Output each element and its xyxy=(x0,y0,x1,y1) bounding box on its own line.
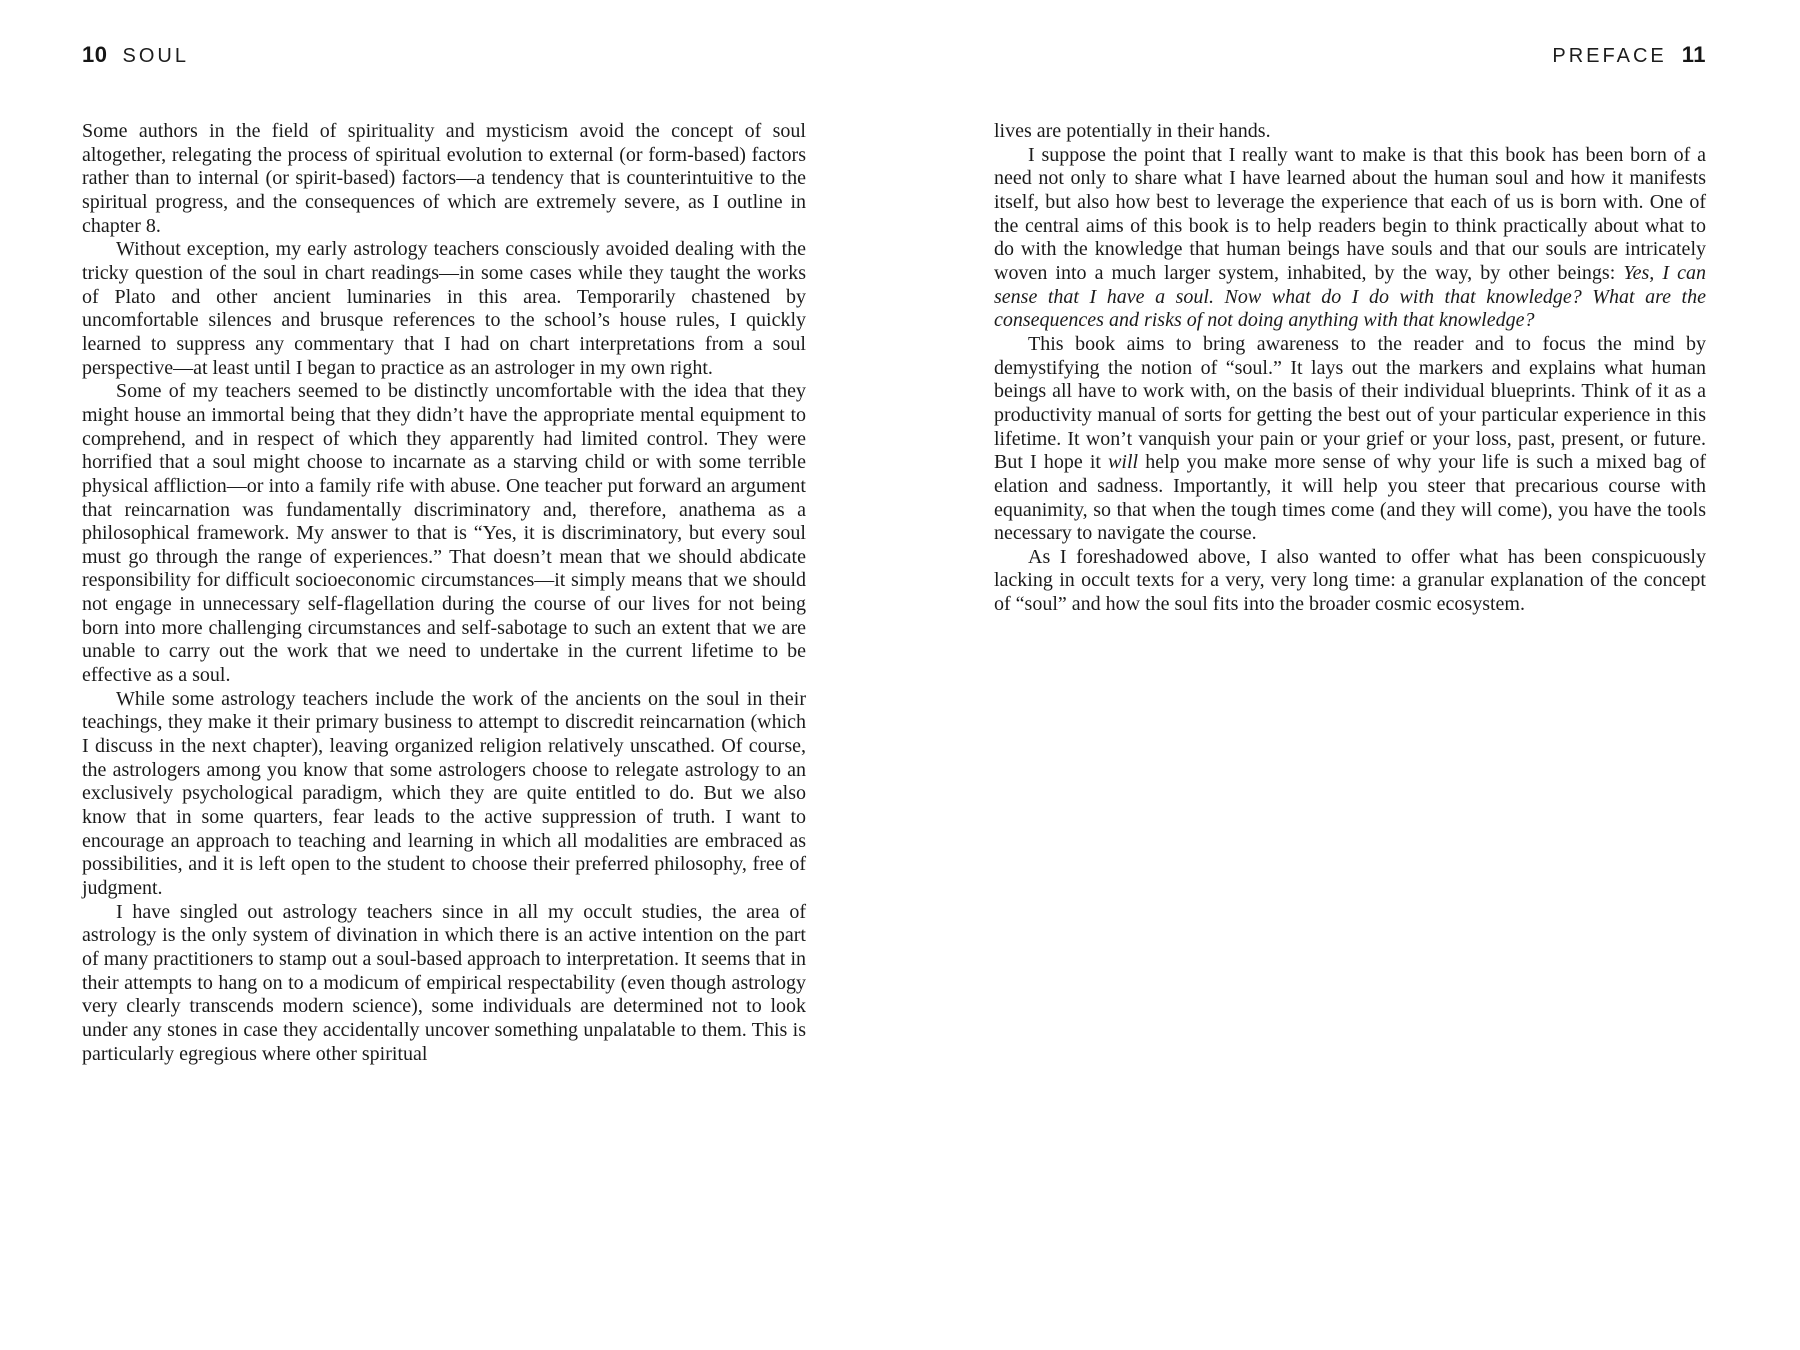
paragraph xyxy=(82,238,806,380)
right-running-title: PREFACE xyxy=(1552,45,1667,67)
right-page-text-block xyxy=(994,120,1706,617)
paragraph xyxy=(82,380,806,688)
paragraph xyxy=(82,120,806,238)
left-page-text-block xyxy=(82,120,806,1066)
paragraph xyxy=(994,144,1706,333)
text-run: As I foreshadowed above, I also wanted to offer what has been conspicuously lacking in occult texts for a very, very long time: a granular explanation of the concept of “soul” and how the soul fits into the broader cosmic ecosystem. xyxy=(994,545,1706,616)
text-run: Some authors in the field of spirituality and mysticism avoid the concept of soul altogether, relegating the process of spiritual evolution to external (or form-based) factors rather than to internal (or spirit-based) factors—a tendency that is counterintuitive to the spiritual progress, and the consequences of which are extremely severe, as I outline in chapter 8. xyxy=(82,120,806,237)
left-running-title: SOUL xyxy=(122,45,189,67)
paragraph xyxy=(994,546,1706,617)
paragraph xyxy=(994,333,1706,546)
italic-text-run: Yes, I can sense that I have a soul. Now what do I do with that knowledge? What are the consequences and risks of not doing anything with that knowledge? xyxy=(994,261,1707,332)
text-run: help you make more sense of why your life is such a mixed bag of elation and sadness. Importantly, it will help you steer that precarious course with equanimity, so that when the tough times come (and they will come), you have the tools necessary to navigate the course. xyxy=(994,451,1707,545)
paragraph xyxy=(994,120,1706,144)
paragraph xyxy=(82,688,806,901)
left-page xyxy=(82,0,806,1350)
paragraph xyxy=(82,901,806,1067)
italic-text-run: will xyxy=(1108,451,1139,474)
left-page-number: 10 xyxy=(82,42,108,67)
text-run: lives are potentially in their hands. xyxy=(994,120,1271,142)
text-run: I have singled out astrology teachers since in all my occult studies, the area of astrology is the only system of divination in which there is an active intention on the part of many practitioners to stamp out a soul-based approach to interpretation. It seems that in their attempts to hang on to a modicum of empirical respectability (even though astrology very clearly transcends modern science), some individuals are determined not to look under any stones in case they accidentally uncover something unpalatable to them. This is particularly egregious where other spiritual xyxy=(82,900,806,1065)
right-page xyxy=(994,0,1706,1350)
text-run: While some astrology teachers include the work of the ancients on the soul in their teachings, they make it their primary business to attempt to discredit reincarnation (which I discuss in the next chapter), leaving organized religion relatively unscathed. Of course, the astrologers among you know that some astrologers choose to relegate astrology to an exclusively psychological paradigm, which they are quite entitled to do. But we also know that in some quarters, fear leads to the active suppression of truth. I want to encourage an approach to teaching and learning in which all modalities are embraced as possibilities, and it is left open to the student to choose their preferred philosophy, free of judgment. xyxy=(82,687,806,899)
text-run: Without exception, my early astrology teachers consciously avoided dealing with the tricky question of the soul in chart readings—in some cases while they taught the works of Plato and other ancient luminaries in this area. Temporarily chastened by uncomfortable silences and brusque references to the school’s house rules, I quickly learned to suppress any commentary that I had on chart interpretations from a soul perspective—at least until I began to practice as an astrologer in my own right. xyxy=(82,238,806,379)
text-run: I suppose the point that I really want to make is that this book has been born of a need not only to share what I have learned about the human soul and how it manifests itself, but also how best to leverage the experience that each of us is born with. One of the central aims of this book is to help readers begin to think practically about what to do with the knowledge that human beings have souls and that our souls are intricately woven into a much larger system, inhabited, by the way, by other beings: xyxy=(994,143,1706,284)
right-page-header xyxy=(994,42,1706,68)
text-run: Some of my teachers seemed to be distinctly uncomfortable with the idea that they might house an immortal being that they didn’t have the appropriate mental equipment to comprehend, and in respect of which they apparently had limited control. They were horrified that a soul might choose to incarnate as a starving child or with some terrible physical affliction—or into a family rife with abuse. One teacher put forward an argument that reincarnation was fundamentally discriminatory and, therefore, anathema as a philosophical framework. My answer to that is “Yes, it is discriminatory, but every soul must go through the range of experiences.” That doesn’t mean that we should abdicate responsibility for difficult socioeconomic circumstances—it simply means that we should not engage in unnecessary self-flagellation during the course of our lives for not being born into more challenging circumstances and self-sabotage to such an extent that we are unable to carry out the work that we need to undertake in the current lifetime to be effective as a soul. xyxy=(82,380,806,687)
text-run: This book aims to bring awareness to the reader and to focus the mind by demystifying the notion of “soul.” It lays out the markers and explains what human beings all have to work with, on the basis of their individual blueprints. Think of it as a productivity manual of sorts for getting the best out of your particular experience in this lifetime. It won’t vanquish your pain or your grief or your loss, past, present, or future. But I hope it xyxy=(994,332,1706,474)
right-page-number: 11 xyxy=(1681,42,1706,67)
left-page-header xyxy=(82,42,806,68)
